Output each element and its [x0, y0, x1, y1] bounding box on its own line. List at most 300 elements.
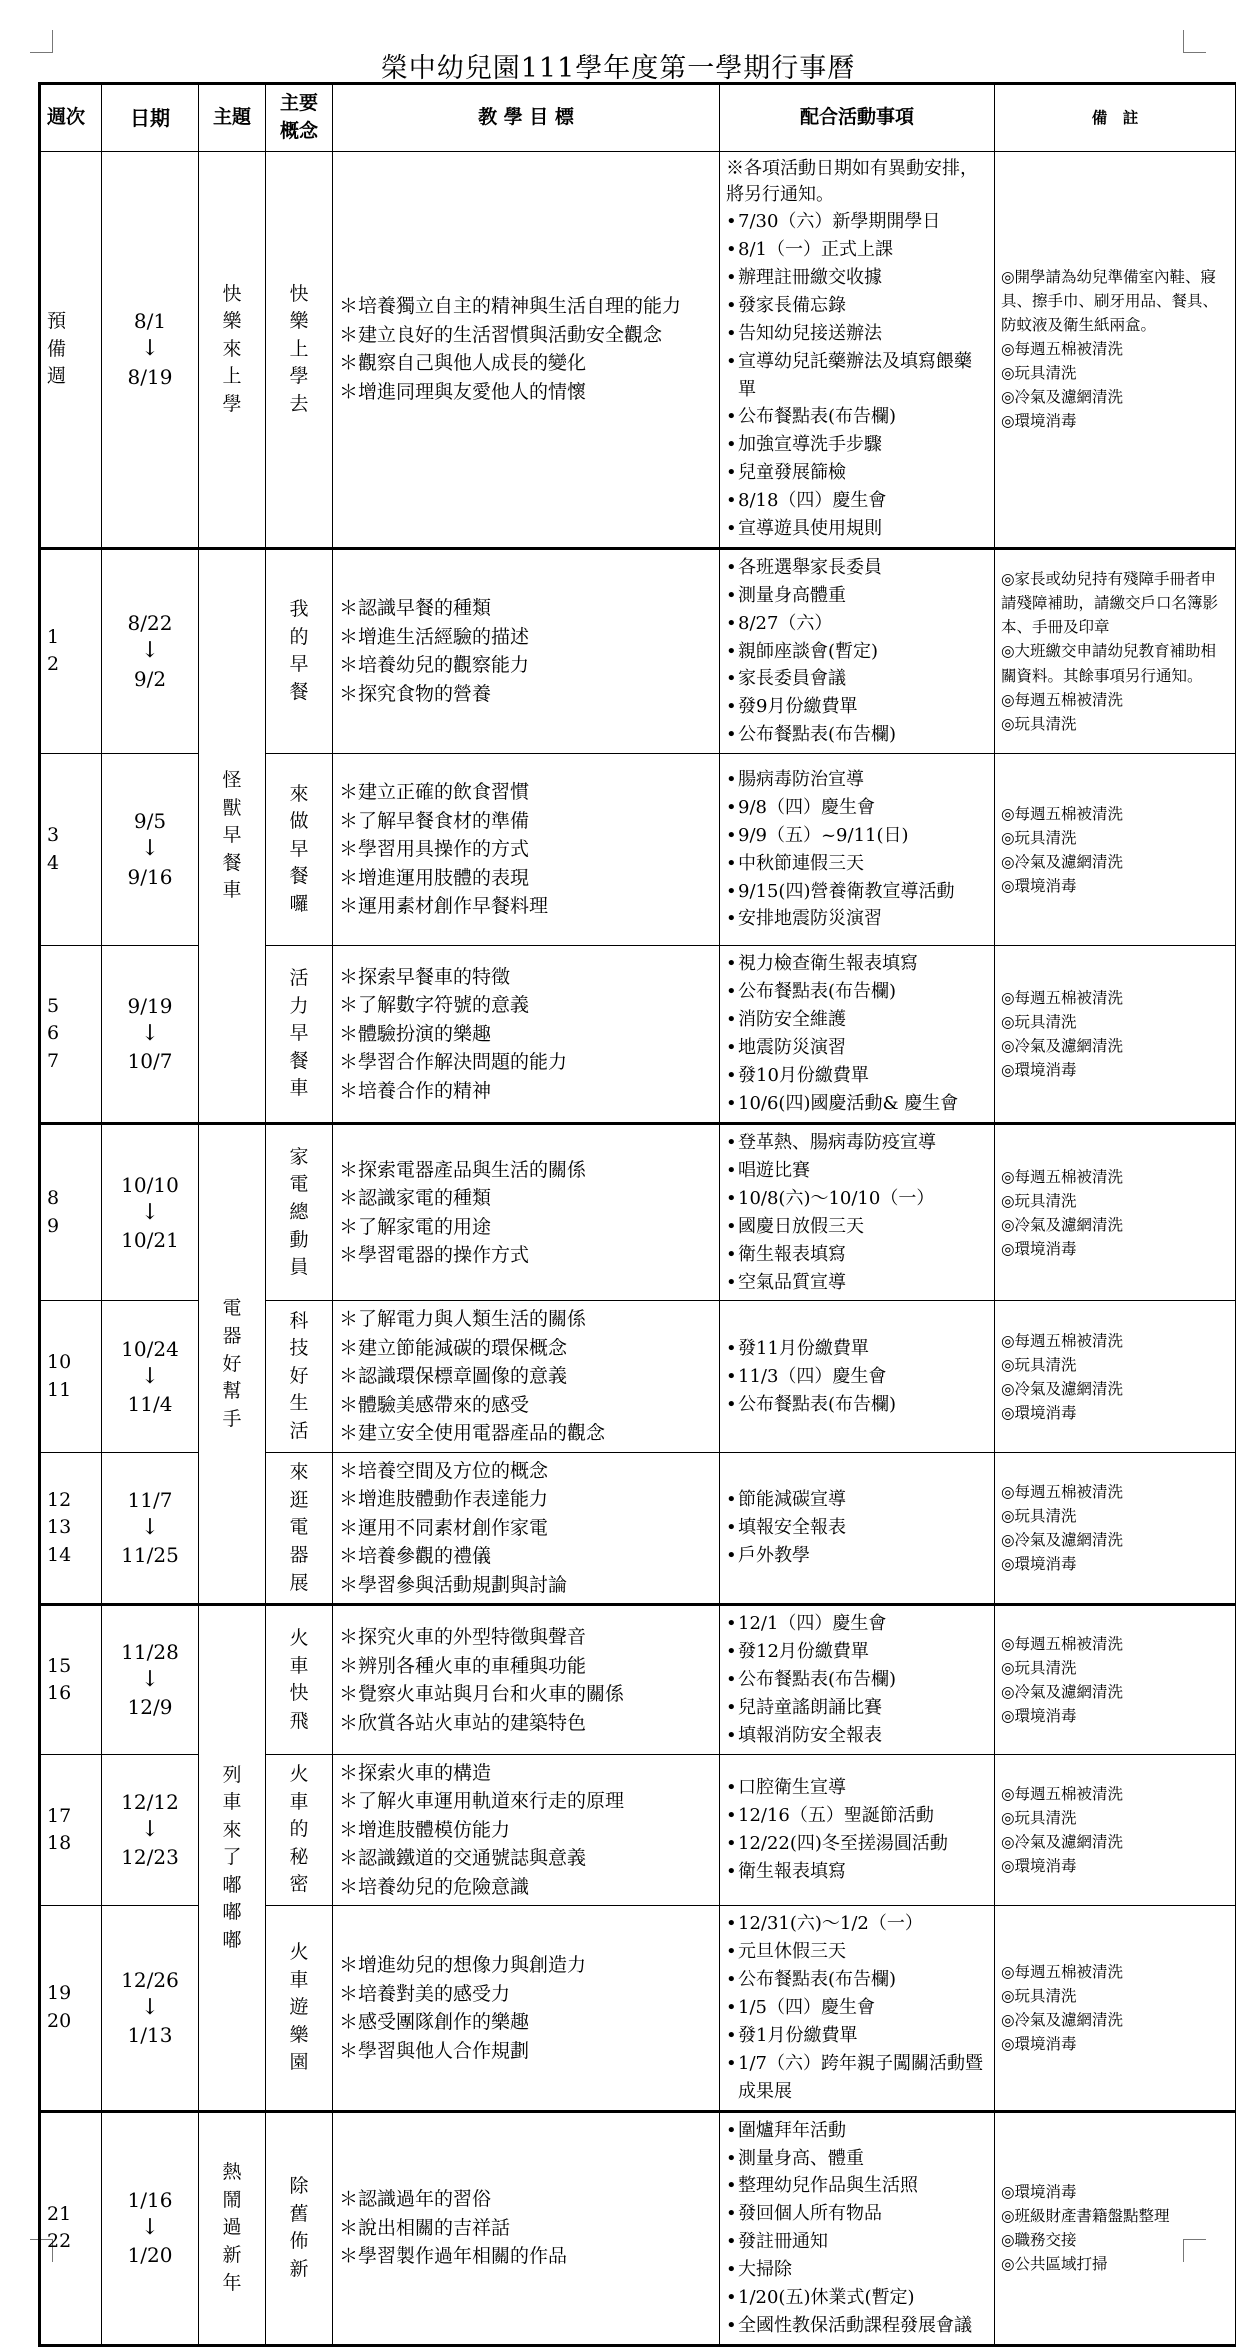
date-arrow: ↓ [108, 1364, 192, 1390]
activity-item: • 公布餐點表(布告欄) [726, 403, 988, 431]
note-item: ◎ 每週五棉被清洗 [1001, 1480, 1229, 1504]
week-cell [40, 1301, 102, 1453]
activities-cell [720, 1301, 995, 1453]
goal-item: ＊ 學習合作解決問題的能力 [339, 1048, 713, 1077]
note-item: ◎ 環境消毒 [1001, 409, 1229, 433]
activity-item: • 發1月份繳費單 [726, 2022, 988, 2050]
note-item: ◎ 環境消毒 [1001, 1058, 1229, 1082]
note-item: ◎ 冷氣及濾網清洗 [1001, 1680, 1229, 1704]
activity-item: • 1/5（四）慶生會 [726, 1994, 988, 2022]
activities-list [726, 1129, 988, 1296]
page-title: 榮中幼兒園111學年度第一學期行事曆 [0, 46, 1236, 85]
week-number: 12 [47, 1487, 95, 1515]
note-item: ◎ 每週五棉被清洗 [1001, 1960, 1229, 1984]
activity-item: • 全國性教保活動課程發展會議 [726, 2312, 988, 2340]
header-notes: 備 註 [995, 84, 1236, 152]
topic-text: 快樂上學去 [289, 281, 310, 419]
goals-cell [333, 1906, 720, 2111]
date-end: 10/21 [108, 1226, 192, 1255]
activity-item: • 辦理註冊繳交收據 [726, 264, 988, 292]
note-item: ◎ 開學請為幼兒準備室內鞋、寢具、擦手巾、刷牙用品、餐具、防蚊液及衛生紙兩盒。 [1001, 265, 1229, 337]
goal-item: ＊ 學習與他人合作規劃 [339, 2037, 713, 2066]
week-cell [40, 548, 102, 753]
goal-item: ＊ 增進肢體模仿能力 [339, 1816, 713, 1845]
week-number: 22 [47, 2228, 95, 2256]
note-item: ◎ 環境消毒 [1001, 1237, 1229, 1261]
note-item: ◎ 每週五棉被清洗 [1001, 337, 1229, 361]
note-item: ◎ 環境消毒 [1001, 1704, 1229, 1728]
week-number: 3 [47, 822, 95, 850]
goal-item: ＊ 建立節能減碳的環保概念 [339, 1334, 713, 1363]
activity-item: • 消防安全維護 [726, 1006, 988, 1034]
note-item: ◎ 環境消毒 [1001, 2180, 1229, 2204]
goal-item: ＊ 增進同理與友愛他人的情懷 [339, 378, 713, 407]
theme-cell [199, 1124, 266, 1605]
activities-list [726, 1774, 988, 1886]
week-cell [40, 2111, 102, 2345]
activities-cell [720, 1452, 995, 1605]
theme-text: 快樂來上學 [222, 281, 243, 419]
topic-text: 來逛電器展 [289, 1459, 310, 1597]
calendar-table [38, 82, 1236, 2347]
goal-item: ＊ 體驗扮演的樂趣 [339, 1020, 713, 1049]
date-start: 9/5 [108, 807, 192, 836]
goal-item: ＊ 建立良好的生活習慣與活動安全觀念 [339, 321, 713, 350]
goal-item: ＊ 了解數字符號的意義 [339, 991, 713, 1020]
note-item: ◎ 每週五棉被清洗 [1001, 688, 1229, 712]
activity-item: • 宣導遊具使用規則 [726, 515, 988, 543]
activity-item: • 公布餐點表(布告欄) [726, 978, 988, 1006]
topic-text: 火車遊樂園 [289, 1939, 310, 2077]
activities-cell [720, 1906, 995, 2111]
goal-item: ＊ 認識家電的種類 [339, 1184, 713, 1213]
activity-item: • 唱遊比賽 [726, 1157, 988, 1185]
note-item: ◎ 玩具清洗 [1001, 712, 1229, 736]
activity-item: • 1/20(五)休業式(暫定) [726, 2284, 988, 2312]
note-item: ◎ 職務交接 [1001, 2228, 1229, 2252]
goals-list [339, 1457, 713, 1600]
notes-cell [995, 1452, 1236, 1605]
activities-cell [720, 152, 995, 549]
goals-list [339, 1951, 713, 2065]
activities-list [726, 766, 988, 933]
activity-item: • 公布餐點表(布告欄) [726, 1391, 988, 1419]
notes-list [1001, 986, 1229, 1082]
goals-cell [333, 1754, 720, 1906]
week-number: 18 [47, 1830, 95, 1858]
week-number: 16 [47, 1680, 95, 1708]
theme-text: 熱鬧過新年 [222, 2159, 243, 2297]
week-cell [40, 754, 102, 946]
note-item: ◎ 玩具清洗 [1001, 826, 1229, 850]
goal-item: ＊ 建立安全使用電器產品的觀念 [339, 1419, 713, 1448]
goal-item: ＊ 探究火車的外型特徵與聲音 [339, 1623, 713, 1652]
notes-list [1001, 1329, 1229, 1425]
notes-cell [995, 1906, 1236, 2111]
activity-item: • 發家長備忘錄 [726, 292, 988, 320]
activities-list [726, 1486, 988, 1570]
activity-item: • 安排地震防災演習 [726, 905, 988, 933]
date-arrow: ↓ [108, 1200, 192, 1226]
activities-notice: ※各項活動日期如有異動安排，將另行通知。 [726, 156, 988, 208]
theme-cell [199, 548, 266, 1123]
week-cell [40, 1605, 102, 1754]
date-cell [102, 2111, 199, 2345]
notes-list [1001, 567, 1229, 735]
week-cell [40, 1452, 102, 1605]
goal-item: ＊ 培養幼兒的觀察能力 [339, 651, 713, 680]
note-item: ◎ 玩具清洗 [1001, 1189, 1229, 1213]
theme-cell [199, 1605, 266, 2111]
goal-item: ＊ 說出相關的吉祥話 [339, 2214, 713, 2243]
note-item: ◎ 環境消毒 [1001, 1854, 1229, 1878]
note-item: ◎ 每週五棉被清洗 [1001, 1165, 1229, 1189]
date-cell [102, 1301, 199, 1453]
topic-text: 火車快飛 [289, 1625, 310, 1735]
goals-list [339, 778, 713, 921]
notes-list [1001, 1960, 1229, 2056]
week-number: 6 [47, 1020, 95, 1048]
topic-text: 科技好生活 [289, 1308, 310, 1446]
notes-cell [995, 2111, 1236, 2345]
goal-item: ＊ 欣賞各站火車站的建築特色 [339, 1709, 713, 1738]
date-arrow: ↓ [108, 1667, 192, 1693]
note-item: ◎ 環境消毒 [1001, 2032, 1229, 2056]
note-item: ◎ 家長或幼兒持有殘障手冊者申請殘障補助，請繳交戶口名簿影本、手冊及印章 [1001, 567, 1229, 639]
activity-item: • 加強宣導洗手步驟 [726, 431, 988, 459]
goals-list [339, 1623, 713, 1737]
week-number: 21 [47, 2201, 95, 2229]
topic-text: 火車的秘密 [289, 1761, 310, 1899]
activity-item: • 國慶日放假三天 [726, 1213, 988, 1241]
topic-cell [266, 152, 333, 549]
activity-item: • 公布餐點表(布告欄) [726, 721, 988, 749]
date-cell [102, 1452, 199, 1605]
activity-item: • 大掃除 [726, 2256, 988, 2284]
week-number: 1 [47, 624, 95, 652]
note-item: ◎ 公共區域打掃 [1001, 2252, 1229, 2276]
week-number: 5 [47, 993, 95, 1021]
week-number: 20 [47, 2008, 95, 2036]
notes-list [1001, 1480, 1229, 1576]
date-cell [102, 152, 199, 549]
date-start: 8/1 [108, 307, 192, 336]
notes-cell [995, 548, 1236, 753]
activity-item: • 填報安全報表 [726, 1514, 988, 1542]
goals-cell [333, 1301, 720, 1453]
goal-item: ＊ 感受團隊創作的樂趣 [339, 2008, 713, 2037]
note-item: ◎ 冷氣及濾網清洗 [1001, 1377, 1229, 1401]
goals-list [339, 1156, 713, 1270]
date-arrow: ↓ [108, 2215, 192, 2241]
topic-cell [266, 548, 333, 753]
notes-list [1001, 265, 1229, 433]
activity-item: • 中秋節連假三天 [726, 850, 988, 878]
topic-cell [266, 946, 333, 1124]
activities-cell [720, 1754, 995, 1906]
activity-item: • 登革熱、腸病毒防疫宣導 [726, 1129, 988, 1157]
goal-item: ＊ 增進幼兒的想像力與創造力 [339, 1951, 713, 1980]
topic-text: 除舊佈新 [289, 2173, 310, 2283]
week-number: 4 [47, 850, 95, 878]
activity-item: • 11/3（四）慶生會 [726, 1363, 988, 1391]
activity-item: • 10/8(六)～10/10（一） [726, 1185, 988, 1213]
date-arrow: ↓ [108, 638, 192, 664]
goals-cell [333, 548, 720, 753]
goal-item: ＊ 覺察火車站與月台和火車的關係 [339, 1680, 713, 1709]
topic-text: 來做早餐囉 [289, 781, 310, 919]
week-cell [40, 1754, 102, 1906]
note-item: ◎ 冷氣及濾網清洗 [1001, 1213, 1229, 1237]
activities-cell [720, 1605, 995, 1754]
activity-item: • 1/7（六）跨年親子闖關活動暨成果展 [726, 2050, 988, 2106]
note-item: ◎ 每週五棉被清洗 [1001, 1632, 1229, 1656]
theme-text: 怪獸早餐車 [222, 767, 243, 905]
goal-item: ＊ 學習製作過年相關的作品 [339, 2242, 713, 2271]
goals-cell [333, 1605, 720, 1754]
activity-item: • 節能減碳宣導 [726, 1486, 988, 1514]
notes-cell [995, 1301, 1236, 1453]
activities-cell [720, 548, 995, 753]
goals-list [339, 2185, 713, 2271]
goal-item: ＊ 學習電器的操作方式 [339, 1241, 713, 1270]
goal-item: ＊ 了解家電的用途 [339, 1213, 713, 1242]
goal-item: ＊ 培養對美的感受力 [339, 1980, 713, 2009]
goal-item: ＊ 運用不同素材創作家電 [339, 1514, 713, 1543]
notes-cell [995, 754, 1236, 946]
activity-item: • 視力檢查衛生報表填寫 [726, 950, 988, 978]
activity-item: • 12/16（五）聖誕節活動 [726, 1802, 988, 1830]
date-start: 12/26 [108, 1966, 192, 1995]
date-start: 10/10 [108, 1171, 192, 1200]
goal-item: ＊ 學習用具操作的方式 [339, 835, 713, 864]
date-end: 12/23 [108, 1843, 192, 1872]
goal-item: ＊ 運用素材創作早餐料理 [339, 892, 713, 921]
date-cell [102, 1754, 199, 1906]
date-start: 9/19 [108, 992, 192, 1021]
activity-item: • 家長委員會議 [726, 665, 988, 693]
header-theme: 主題 [199, 84, 266, 152]
note-item: ◎ 玩具清洗 [1001, 1984, 1229, 2008]
date-cell [102, 1124, 199, 1301]
goals-cell [333, 152, 720, 549]
activity-item: • 測量身高、體重 [726, 2145, 988, 2173]
week-number: 2 [47, 651, 95, 679]
goals-cell [333, 1124, 720, 1301]
goal-item: ＊ 培養獨立自主的精神與生活自理的能力 [339, 292, 713, 321]
goal-item: ＊ 探索火車的構造 [339, 1759, 713, 1788]
week-cell [40, 1906, 102, 2111]
week-number: 9 [47, 1213, 95, 1241]
theme-text: 列車來了嘟嘟嘟 [222, 1762, 243, 1955]
activities-cell [720, 2111, 995, 2345]
activity-item: • 測量身高體重 [726, 582, 988, 610]
notes-list [1001, 802, 1229, 898]
notes-cell [995, 1124, 1236, 1301]
date-cell [102, 754, 199, 946]
note-item: ◎ 冷氣及濾網清洗 [1001, 2008, 1229, 2032]
notes-list [1001, 2180, 1229, 2276]
activity-item: • 兒童發展篩檢 [726, 459, 988, 487]
activities-list [726, 2117, 988, 2340]
note-item: ◎ 冷氣及濾網清洗 [1001, 385, 1229, 409]
note-item: ◎ 冷氣及濾網清洗 [1001, 1830, 1229, 1854]
date-end: 1/13 [108, 2021, 192, 2050]
topic-cell [266, 1124, 333, 1301]
goal-item: ＊ 辨別各種火車的車種與功能 [339, 1652, 713, 1681]
week-cell [40, 946, 102, 1124]
week-cell [40, 1124, 102, 1301]
goal-item: ＊ 培養幼兒的危險意識 [339, 1873, 713, 1902]
activity-item: • 發12月份繳費單 [726, 1638, 988, 1666]
note-item: ◎ 環境消毒 [1001, 1401, 1229, 1425]
calendar-row [40, 1605, 1236, 1754]
calendar-row [40, 1124, 1236, 1301]
week-number: 8 [47, 1185, 95, 1213]
goal-item: ＊ 認識早餐的種類 [339, 594, 713, 623]
activity-item: • 9/15(四)營養衛教宣導活動 [726, 878, 988, 906]
date-cell [102, 1605, 199, 1754]
topic-text: 活力早餐車 [289, 965, 310, 1103]
header-date: 日期 [102, 84, 199, 152]
calendar-row [40, 548, 1236, 753]
theme-cell [199, 152, 266, 549]
goal-item: ＊ 探索電器產品與生活的關係 [339, 1156, 713, 1185]
activities-list [726, 554, 988, 749]
date-arrow: ↓ [108, 836, 192, 862]
date-arrow: ↓ [108, 336, 192, 362]
note-item: ◎ 冷氣及濾網清洗 [1001, 850, 1229, 874]
goal-item: ＊ 認識過年的習俗 [339, 2185, 713, 2214]
date-cell [102, 1906, 199, 2111]
goal-item: ＊ 了解電力與人類生活的關係 [339, 1305, 713, 1334]
date-cell [102, 946, 199, 1124]
note-item: ◎ 大班繳交申請幼兒教育補助相關資料。其餘事項另行通知。 [1001, 639, 1229, 687]
topic-cell [266, 1906, 333, 2111]
note-item: ◎ 環境消毒 [1001, 874, 1229, 898]
activities-list [726, 1910, 988, 2105]
notes-list [1001, 1632, 1229, 1728]
activity-item: • 8/18（四）慶生會 [726, 487, 988, 515]
header-week: 週次 [40, 84, 102, 152]
activity-item: • 各班選舉家長委員 [726, 554, 988, 582]
date-arrow: ↓ [108, 1995, 192, 2021]
notes-cell [995, 946, 1236, 1124]
date-end: 11/25 [108, 1541, 192, 1570]
activity-item: • 12/31(六)～1/2（一） [726, 1910, 988, 1938]
date-start: 1/16 [108, 2186, 192, 2215]
topic-text: 家電總動員 [289, 1144, 310, 1282]
note-item: ◎ 每週五棉被清洗 [1001, 1329, 1229, 1353]
note-item: ◎ 每週五棉被清洗 [1001, 986, 1229, 1010]
activity-item: • 8/27（六） [726, 610, 988, 638]
activity-item: • 口腔衛生宣導 [726, 1774, 988, 1802]
header-activities: 配合活動事項 [720, 84, 995, 152]
date-start: 11/7 [108, 1486, 192, 1515]
activity-item: • 9/9（五）~9/11(日) [726, 822, 988, 850]
week-number: 17 [47, 1803, 95, 1831]
goal-item: ＊ 培養空間及方位的概念 [339, 1457, 713, 1486]
note-item: ◎ 每週五棉被清洗 [1001, 802, 1229, 826]
activities-list [726, 1610, 988, 1749]
topic-cell [266, 1301, 333, 1453]
note-item: ◎ 玩具清洗 [1001, 1010, 1229, 1034]
date-start: 12/12 [108, 1788, 192, 1817]
activity-item: • 腸病毒防治宣導 [726, 766, 988, 794]
date-end: 12/9 [108, 1693, 192, 1722]
activity-item: • 8/1（一）正式上課 [726, 236, 988, 264]
week-number: 10 [47, 1349, 95, 1377]
notes-cell [995, 152, 1236, 549]
goal-item: ＊ 建立正確的飲食習慣 [339, 778, 713, 807]
week-number: 7 [47, 1048, 95, 1076]
activities-list [726, 950, 988, 1117]
note-item: ◎ 環境消毒 [1001, 1552, 1229, 1576]
week-number: 15 [47, 1653, 95, 1681]
goal-item: ＊ 增進運用肢體的表現 [339, 864, 713, 893]
activity-item: • 發註冊通知 [726, 2228, 988, 2256]
activity-item: • 告知幼兒接送辦法 [726, 320, 988, 348]
activity-item: • 整理幼兒作品與生活照 [726, 2172, 988, 2200]
header-goals: 教 學 目 標 [333, 84, 720, 152]
topic-cell [266, 1605, 333, 1754]
week-number: 備 [47, 336, 95, 364]
goals-cell [333, 754, 720, 946]
activities-cell [720, 1124, 995, 1301]
date-end: 9/16 [108, 863, 192, 892]
note-item: ◎ 玩具清洗 [1001, 1806, 1229, 1830]
goals-list [339, 1759, 713, 1902]
goal-item: ＊ 觀察自己與他人成長的變化 [339, 349, 713, 378]
notes-list [1001, 1165, 1229, 1261]
theme-cell [199, 2111, 266, 2345]
goal-item: ＊ 了解早餐食材的準備 [339, 807, 713, 836]
topic-cell [266, 1754, 333, 1906]
activity-item: • 公布餐點表(布告欄) [726, 1966, 988, 1994]
goal-item: ＊ 培養合作的精神 [339, 1077, 713, 1106]
activity-item: • 兒詩童謠朗誦比賽 [726, 1694, 988, 1722]
activities-cell [720, 946, 995, 1124]
date-cell [102, 548, 199, 753]
note-item: ◎ 玩具清洗 [1001, 361, 1229, 385]
goal-item: ＊ 培養參觀的禮儀 [339, 1542, 713, 1571]
activity-item: • 填報消防安全報表 [726, 1722, 988, 1750]
goal-item: ＊ 探索早餐車的特徵 [339, 963, 713, 992]
date-end: 8/19 [108, 363, 192, 392]
activity-item: • 發回個人所有物品 [726, 2200, 988, 2228]
topic-cell [266, 754, 333, 946]
goal-item: ＊ 了解火車運用軌道來行走的原理 [339, 1787, 713, 1816]
activity-item: • 12/22(四)冬至搓湯圓活動 [726, 1830, 988, 1858]
activity-item: • 空氣品質宣導 [726, 1269, 988, 1297]
notes-list [1001, 1782, 1229, 1878]
topic-cell [266, 1452, 333, 1605]
note-item: ◎ 班級財產書籍盤點整理 [1001, 2204, 1229, 2228]
note-item: ◎ 玩具清洗 [1001, 1504, 1229, 1528]
activities-list [726, 208, 988, 543]
week-cell [40, 152, 102, 549]
notes-cell [995, 1754, 1236, 1906]
date-start: 8/22 [108, 609, 192, 638]
activity-item: • 發10月份繳費單 [726, 1062, 988, 1090]
date-end: 10/7 [108, 1047, 192, 1076]
note-item: ◎ 玩具清洗 [1001, 1656, 1229, 1680]
goal-item: ＊ 增進生活經驗的描述 [339, 623, 713, 652]
goal-item: ＊ 認識環保標章圖像的意義 [339, 1362, 713, 1391]
goal-item: ＊ 探究食物的營養 [339, 680, 713, 709]
calendar-row [40, 152, 1236, 549]
topic-text: 我的早餐 [289, 596, 310, 706]
